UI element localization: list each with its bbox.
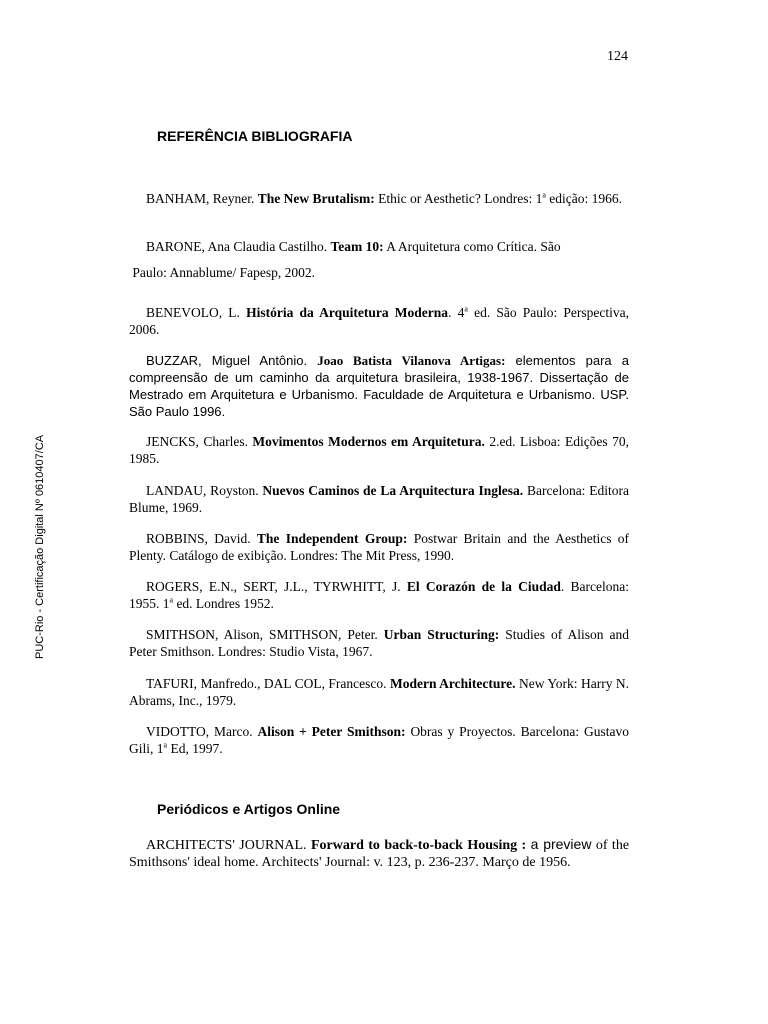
reference-details: of the Smithsons' ideal home. Architects' Journal: v. 123, p. 236-237. Março de 1956.	[129, 838, 630, 870]
superscript: a	[464, 304, 468, 314]
reference-title: Modern Architecture.	[389, 676, 516, 691]
reference-title: Forward to back-to-back Housing :	[310, 838, 527, 853]
reference-author: BUZZAR, Miguel Antônio.	[146, 353, 308, 368]
references-heading: REFERÊNCIA BIBLIOGRAFIA	[157, 128, 353, 144]
page-number: 124	[607, 49, 628, 64]
reference-entry	[129, 723, 629, 757]
reference-entry	[129, 675, 629, 709]
reference-entry	[129, 626, 629, 660]
reference-title: Movimentos Modernos em Arquitetura.	[252, 434, 485, 449]
reference-author: VIDOTTO, Marco.	[146, 724, 253, 739]
reference-entry	[129, 304, 629, 338]
reference-details: ed. São Paulo: Perspectiva, 2006.	[129, 305, 630, 337]
reference-author: LANDAU, Royston.	[146, 483, 259, 498]
reference-title: Urban Structuring:	[383, 627, 500, 642]
reference-title: Team 10:	[330, 239, 384, 254]
reference-title: História da Arquitetura Moderna	[246, 305, 449, 320]
reference-entry	[129, 352, 629, 420]
reference-details: edição: 1966.	[549, 191, 622, 206]
reference-title: Nuevos Caminos de La Arquitectura Inglesa.	[262, 483, 524, 498]
reference-details: a preview	[530, 836, 592, 852]
reference-author: ARCHITECTS' JOURNAL.	[146, 838, 307, 853]
reference-details: 2.ed. Lisboa: Edições 70, 1985.	[129, 434, 630, 466]
superscript: a	[169, 595, 174, 605]
reference-title: El Corazón de la Ciudad	[406, 579, 561, 594]
reference-details: Ethic or Aesthetic? Londres: 1	[378, 191, 543, 206]
reference-author: BANHAM, Reyner.	[146, 191, 255, 206]
reference-title: The New Brutalism:	[257, 191, 375, 206]
reference-details: . 4	[448, 305, 465, 320]
certification-side-note: PUC-Rio - Certificação Digital Nº 0610407/CA	[34, 434, 46, 659]
reference-title: The Independent Group:	[256, 531, 408, 546]
reference-details: Ed, 1997.	[167, 741, 223, 756]
superscript: a	[163, 740, 168, 750]
reference-details: Obras y Proyectos. Barcelona: Gustavo Gili, 1	[129, 724, 630, 756]
reference-details: A Arquitetura como Crítica. São	[386, 239, 561, 254]
reference-author: TAFURI, Manfredo., DAL COL, Francesco.	[146, 676, 387, 691]
reference-details: ed. Londres 1952.	[173, 596, 274, 611]
reference-entry	[129, 530, 629, 564]
reference-details: Postwar Britain and the Aesthetics of Plenty. Catálogo de exibição. Londres: The Mit Press, 1990.	[129, 531, 630, 563]
reference-entry	[129, 190, 629, 207]
reference-title: Alison + Peter Smithson:	[257, 724, 406, 739]
reference-author: ROGERS, E.N., SERT, J.L., TYRWHITT, J.	[146, 579, 401, 594]
reference-entry	[129, 433, 629, 467]
reference-details: New York: Harry N. Abrams, Inc., 1979.	[129, 676, 630, 708]
reference-entry	[129, 482, 629, 516]
periodical-entry	[129, 836, 629, 871]
reference-entry	[129, 234, 629, 286]
reference-details: . Barcelona: 1955. 1	[129, 579, 629, 611]
reference-author: JENCKS, Charles.	[146, 434, 248, 449]
reference-details: Barcelona: Editora Blume, 1969.	[129, 483, 629, 515]
reference-entry	[129, 578, 629, 612]
reference-title: Joao Batista Vilanova Artigas:	[317, 353, 506, 368]
reference-author: BENEVOLO, L.	[146, 305, 240, 320]
reference-details: elementos para a compreensão de um caminho da arquitetura brasileira, 1938-1967. Dissertação de Mestrado em Arquitetura e Urbanismo. Faculdade de Arquitetura e Urbanismo. USP. São Paulo 1996.	[129, 353, 629, 419]
reference-author: ROBBINS, David.	[146, 531, 251, 546]
reference-details: Studies of Alison and Peter Smithson. Londres: Studio Vista, 1967.	[129, 627, 629, 659]
periodicals-heading: Periódicos e Artigos Online	[157, 801, 341, 817]
reference-author: BARONE, Ana Claudia Castilho.	[146, 239, 328, 254]
reference-author: SMITHSON, Alison, SMITHSON, Peter.	[146, 627, 378, 642]
reference-details: Paulo: Annablume/ Fapesp, 2002.	[132, 265, 315, 280]
superscript: a	[542, 190, 546, 200]
